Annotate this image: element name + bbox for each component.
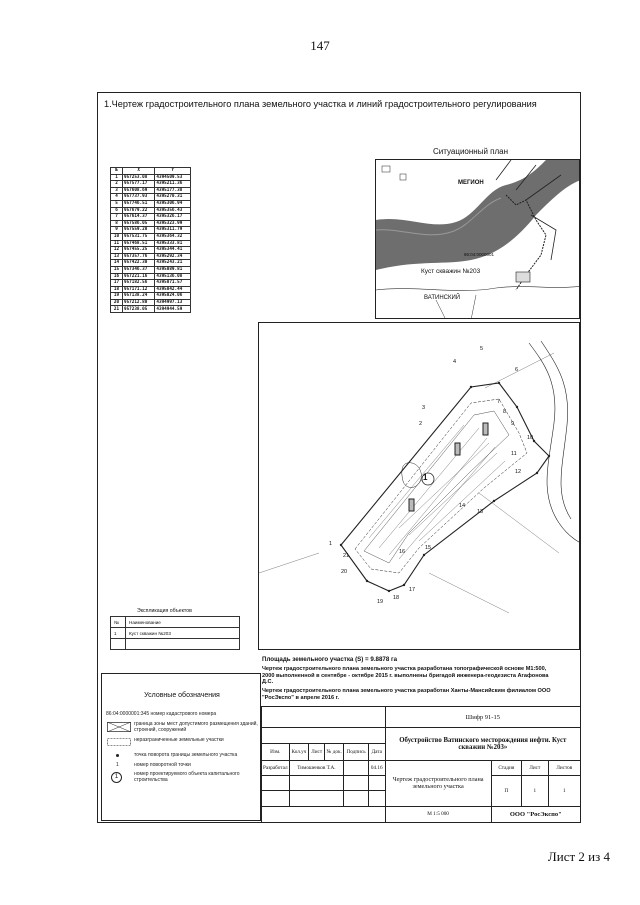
coords-cell-num: 7 — [111, 214, 123, 221]
coords-cell-num: 16 — [111, 273, 123, 280]
coords-row — [111, 266, 191, 273]
stamp-sheet-header: Лист — [522, 760, 548, 775]
coords-cell-y: 4395136.08 — [155, 273, 191, 280]
situation-label-cadastre: 86:04:0000001 — [464, 252, 495, 257]
page-footer: Лист 2 из 4 — [547, 849, 610, 864]
coords-cell-x: 957238.05 — [123, 306, 155, 313]
coords-cell-num: 6 — [111, 207, 123, 214]
coords-cell-y: 4395042.44 — [155, 286, 191, 293]
coords-row — [111, 260, 191, 267]
stamp-scale: М 1:5 000 — [385, 806, 491, 822]
coords-cell-x: 957586.05 — [123, 220, 155, 227]
coords-cell-num: 2 — [111, 181, 123, 188]
coords-cell-num: 21 — [111, 306, 123, 313]
coords-cell-y: 4395306.94 — [155, 200, 191, 207]
coords-cell-num: 15 — [111, 266, 123, 273]
boundary-point-label: 12 — [515, 469, 522, 475]
coords-cell-x: 957455.25 — [123, 247, 155, 254]
legend-item-object-number: номер проектируемого объекта капитального строительства — [134, 771, 240, 783]
legend-title: Условные обозначения — [144, 692, 220, 699]
legend-point-dot — [116, 754, 119, 757]
explication-row-num: 1 — [111, 628, 126, 639]
stamp-code: Шифр 91-15 — [385, 707, 580, 728]
coords-cell-num: 14 — [111, 260, 123, 267]
explication-table — [110, 616, 240, 650]
coords-cell-x: 957468.51 — [123, 240, 155, 247]
coords-cell-y: 4395177.38 — [155, 187, 191, 194]
coords-cell-num: 5 — [111, 200, 123, 207]
stamp-sheets-value: 1 — [548, 776, 580, 806]
situation-label-well-cluster: Куст скважин №203 — [421, 268, 481, 275]
coords-header-num: № — [111, 168, 123, 175]
coords-cell-num: 3 — [111, 187, 123, 194]
situation-plan-map — [375, 159, 580, 319]
boundary-point-label: 3 — [422, 405, 426, 411]
stamp-col-izm: Изм. — [262, 744, 290, 760]
coords-cell-x: 957422.30 — [123, 260, 155, 267]
situation-label-vatinsky: ВАТИНСКИЙ — [424, 295, 461, 301]
coords-row — [111, 187, 191, 194]
coords-header-x: X — [123, 168, 155, 175]
coords-cell-y: 4395089.81 — [155, 266, 191, 273]
coords-row — [111, 214, 191, 221]
stamp-col-list: Лист — [309, 744, 325, 760]
coords-cell-x: 957253.08 — [123, 174, 155, 181]
boundary-point-label: 2 — [419, 421, 423, 427]
boundary-point-label: 10 — [527, 435, 534, 441]
legend-dashed-swatch — [107, 738, 131, 746]
stamp-col-doc: № док. — [325, 744, 344, 760]
boundary-point-label: 4 — [453, 359, 457, 365]
boundary-point-label: 11 — [511, 451, 517, 457]
stamp-sheet-title: Чертеж градостроительного плана земельного участка — [385, 760, 491, 806]
explication-header-row — [111, 617, 240, 628]
coords-row — [111, 207, 191, 214]
stamp-org: ООО "РосЭкспо" — [491, 806, 580, 822]
stamp-blank-b — [262, 728, 386, 744]
coords-cell-y: 4395311.79 — [155, 227, 191, 234]
boundary-point-label: 8 — [503, 409, 507, 415]
stamp-sheets-header: Листов — [548, 760, 580, 775]
situation-plan-title: Ситуационный план — [433, 147, 509, 156]
coords-cell-num: 18 — [111, 286, 123, 293]
legend-object-circle: 1 — [111, 772, 122, 783]
coords-row — [111, 273, 191, 280]
coords-cell-y: 4395211.36 — [155, 181, 191, 188]
main-plan-graphic — [259, 323, 581, 651]
note-topographic: Чертеж градостроительного плана земельного участка разработана топографической основе М1:500, 2000 выполненной в сентябре - октябре 2015 г. выполнены бригадой инженера-геодезиста Агафонова Д.С. — [262, 666, 549, 686]
plan-object-number: 1 — [423, 473, 428, 482]
drawing-title: 1.Чертеж градостроительного плана земельного участка и линий градостроительного регулирования — [104, 99, 537, 109]
legend-item-turning-point: точка поворота границы земельного участка — [134, 752, 238, 758]
coords-cell-num: 20 — [111, 299, 123, 306]
coords-row — [111, 181, 191, 188]
legend-item-cadastre: 86:04:0000001:345 номер кадастрового номера — [106, 711, 217, 717]
coords-cell-y: 4395356.43 — [155, 207, 191, 214]
coords-cell-x: 957608.69 — [123, 187, 155, 194]
coords-header-row — [111, 168, 191, 175]
boundary-point-label: 13 — [477, 509, 484, 515]
boundary-point-label: 15 — [425, 545, 432, 551]
coords-cell-x: 957746.51 — [123, 200, 155, 207]
coords-row — [111, 247, 191, 254]
coords-cell-x: 957138.24 — [123, 293, 155, 300]
coords-row — [111, 220, 191, 227]
legend-item-unbounded-plots: неразграниченные земельные участки — [134, 737, 224, 743]
stamp-stage-header: Стадия — [491, 760, 522, 775]
coords-cell-y: 4395344.41 — [155, 247, 191, 254]
coords-row — [111, 240, 191, 247]
coords-cell-x: 957212.80 — [123, 299, 155, 306]
explication-title: Экспликация объектов — [137, 608, 192, 614]
explication-empty-row — [111, 639, 240, 650]
coords-cell-y: 4395364.32 — [155, 233, 191, 240]
legend-hatch-swatch — [107, 722, 131, 732]
boundary-point-label: 5 — [480, 346, 484, 352]
boundary-point-label: 18 — [393, 595, 400, 601]
legend-point-number-sample: 1 — [116, 762, 119, 768]
coords-row — [111, 233, 191, 240]
coords-row — [111, 227, 191, 234]
coords-cell-y: 4395333.81 — [155, 240, 191, 247]
explication-header-name: Наименование — [126, 617, 240, 628]
title-block — [261, 706, 581, 823]
coords-row — [111, 286, 191, 293]
coords-cell-y: 4394509.53 — [155, 174, 191, 181]
situation-label-megion: МЕГИОН — [458, 180, 484, 186]
coords-header-y: Y — [155, 168, 191, 175]
legend-item-point-number: номер поворотной точки — [134, 762, 191, 768]
land-area: Площадь земельного участка (S) = 9.8878 га — [262, 656, 398, 663]
stamp-col-kol: Кол.уч — [289, 744, 309, 760]
coords-row — [111, 194, 191, 201]
boundary-point-label: 21 — [343, 553, 350, 559]
legend-box — [101, 673, 261, 821]
boundary-point-label: 6 — [515, 367, 519, 373]
boundary-point-label: 1 — [329, 541, 333, 547]
coords-cell-num: 17 — [111, 280, 123, 287]
coords-cell-x: 957531.75 — [123, 233, 155, 240]
coords-cell-num: 1 — [111, 174, 123, 181]
boundary-point-label: 16 — [399, 549, 406, 555]
coords-cell-y: 4395270.31 — [155, 194, 191, 201]
coords-cell-x: 957171.12 — [123, 286, 155, 293]
coords-cell-x: 957614.37 — [123, 214, 155, 221]
stamp-project: Обустройство Ватинского месторождения нефти. Куст скважин №203» — [385, 728, 580, 761]
coords-cell-num: 12 — [111, 247, 123, 254]
explication-row — [111, 628, 240, 639]
coords-cell-x: 957221.16 — [123, 273, 155, 280]
boundary-point-label: 19 — [377, 599, 384, 605]
coords-row — [111, 174, 191, 181]
coords-cell-y: 4394944.59 — [155, 306, 191, 313]
stamp-dev-role: Разработал — [262, 760, 290, 775]
stamp-sheet-value: 1 — [522, 776, 548, 806]
coords-row — [111, 293, 191, 300]
boundary-point-label: 20 — [341, 569, 348, 575]
stamp-col-sign: Подпись — [344, 744, 369, 760]
coords-cell-y: 4395292.34 — [155, 253, 191, 260]
boundary-point-label: 14 — [459, 503, 466, 509]
coords-row — [111, 200, 191, 207]
stamp-col-date: Дата — [368, 744, 385, 760]
explication-header-num: № — [111, 617, 126, 628]
boundary-point-label: 9 — [511, 421, 515, 427]
coords-cell-num: 13 — [111, 253, 123, 260]
stamp-dev-date: 04.16 — [368, 760, 385, 775]
coords-cell-num: 9 — [111, 227, 123, 234]
coords-cell-x: 957357.76 — [123, 253, 155, 260]
stamp-dev-name: Тимошенков Т.А. — [289, 760, 344, 775]
stamp-blank-a — [262, 707, 386, 728]
boundary-point-label: 7 — [497, 399, 501, 405]
coords-cell-x: 957577.17 — [123, 181, 155, 188]
main-plan-frame — [258, 322, 580, 650]
stamp-stage-value: П — [491, 776, 522, 806]
coords-cell-num: 8 — [111, 220, 123, 227]
legend-item-placement-zone: граница зоны мест допустимого размещения зданий, строений, сооружений — [134, 721, 258, 733]
coords-row — [111, 280, 191, 287]
coords-cell-y: 4394997.13 — [155, 299, 191, 306]
coords-cell-y: 4395243.21 — [155, 260, 191, 267]
coords-row — [111, 253, 191, 260]
coords-cell-num: 4 — [111, 194, 123, 201]
note-developer: Чертеж градостроительного плана земельного участка разработан Ханты-Мансийским филиалом ООО "РосЭкспо" в апреле 2016 г. — [262, 688, 551, 701]
coords-cell-y: 4395323.99 — [155, 220, 191, 227]
coords-row — [111, 299, 191, 306]
page-number: 147 — [310, 38, 330, 53]
coords-row — [111, 306, 191, 313]
coords-cell-num: 10 — [111, 233, 123, 240]
coordinates-table — [110, 167, 191, 313]
coords-cell-x: 957679.22 — [123, 207, 155, 214]
coords-cell-num: 19 — [111, 293, 123, 300]
coords-cell-num: 11 — [111, 240, 123, 247]
coords-cell-y: 4395326.17 — [155, 214, 191, 221]
coords-cell-x: 957346.37 — [123, 266, 155, 273]
coords-cell-y: 4395071.57 — [155, 280, 191, 287]
stamp-dev-sign — [344, 760, 369, 775]
coords-cell-x: 957559.20 — [123, 227, 155, 234]
coords-cell-x: 957737.93 — [123, 194, 155, 201]
explication-row-name: Куст скважин №203 — [126, 628, 240, 639]
boundary-point-label: 17 — [409, 587, 416, 593]
coords-cell-y: 4395024.06 — [155, 293, 191, 300]
coords-cell-x: 957182.56 — [123, 280, 155, 287]
